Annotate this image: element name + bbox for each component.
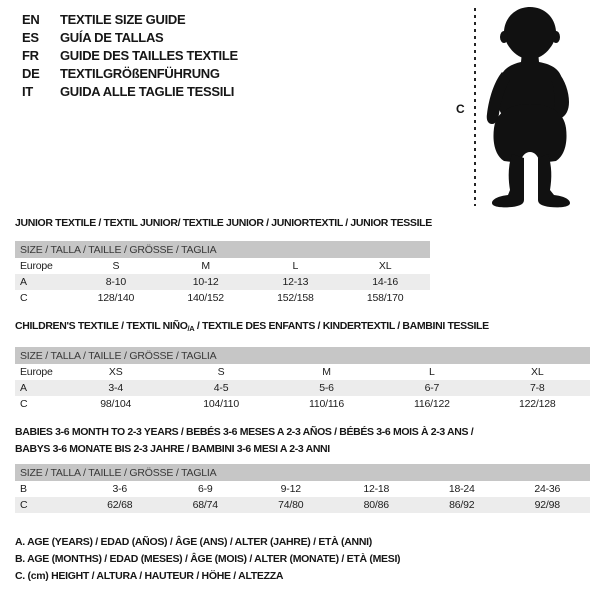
babies-title-line2: BABYS 3-6 MONATE BIS 2-3 JAHRE / BAMBINI 3-6 MESI A 2-3 ANNI	[15, 443, 330, 455]
table-cell: 98/104	[100, 398, 132, 410]
size-header-band: SIZE / TALLA / TAILLE / GRÖSSE / TAGLIA	[15, 347, 590, 364]
table-row	[15, 274, 430, 290]
table-cell: 92/98	[505, 497, 591, 513]
row-label: C	[20, 292, 28, 304]
legend-line-b: B. AGE (MONTHS) / EDAD (MESES) / ÂGE (MOIS) / ALTER (MONATE) / ETÀ (MESI)	[15, 553, 401, 565]
table-row	[15, 364, 590, 380]
language-code: EN	[22, 12, 40, 27]
language-code: ES	[22, 30, 39, 45]
table-cell: S	[217, 366, 225, 378]
language-row-es	[22, 29, 238, 47]
table-row	[15, 497, 590, 513]
language-row-it	[22, 83, 238, 101]
junior-size-table	[15, 241, 430, 306]
height-c-label: C	[456, 102, 465, 116]
row-label: C	[15, 497, 77, 513]
table-cell: 5-6	[274, 380, 379, 396]
height-dotted-line	[474, 8, 476, 206]
children-section-title	[15, 320, 489, 335]
children-size-table	[15, 347, 590, 412]
table-cell: XS	[108, 366, 123, 378]
table-cell: 12-13	[251, 274, 341, 290]
language-label: TEXTILGRÖßENFÜHRUNG	[60, 66, 220, 81]
language-label: GUIDE DES TAILLES TEXTILE	[60, 48, 238, 63]
size-header-band: SIZE / TALLA / TAILLE / GRÖSSE / TAGLIA	[15, 464, 590, 481]
table-cell: 86/92	[419, 497, 505, 513]
table-cell: XL	[531, 366, 544, 378]
table-cell: 9-12	[280, 483, 301, 495]
table-cell: 74/80	[248, 497, 334, 513]
table-cell: 7-8	[485, 380, 590, 396]
table-cell: 24-36	[534, 483, 561, 495]
table-cell: L	[429, 366, 435, 378]
table-cell: 152/158	[277, 292, 314, 304]
table-cell: M	[322, 366, 331, 378]
legend-line-c: C. (cm) HEIGHT / ALTURA / HAUTEUR / HÖHE / ALTEZZA	[15, 570, 284, 582]
table-cell: 3-6	[112, 483, 128, 495]
table-cell: 10-12	[161, 274, 251, 290]
language-row-fr	[22, 47, 238, 65]
table-cell: 3-4	[63, 380, 168, 396]
size-header-band: SIZE / TALLA / TAILLE / GRÖSSE / TAGLIA	[15, 241, 430, 258]
table-cell: 80/86	[334, 497, 420, 513]
baby-silhouette-icon	[482, 6, 574, 208]
table-row	[15, 380, 590, 396]
children-title-suffix: / TEXTILE DES ENFANTS / KINDERTEXTIL / BAMBINI TESSILE	[194, 320, 489, 332]
table-cell: 116/122	[413, 398, 450, 410]
table-cell: 140/152	[187, 292, 224, 304]
language-code: IT	[22, 84, 33, 99]
babies-title-line1: BABIES 3-6 MONTH TO 2-3 YEARS / BEBÉS 3-6 MESES A 2-3 AÑOS / BÉBÉS 3-6 MOIS À 2-3 ANS /	[15, 426, 474, 438]
junior-section-title: JUNIOR TEXTILE / TEXTIL JUNIOR/ TEXTILE JUNIOR / JUNIORTEXTIL / JUNIOR TESSILE	[15, 217, 432, 229]
language-code: FR	[22, 48, 39, 63]
row-label: A	[15, 274, 71, 290]
table-cell: L	[292, 260, 299, 272]
table-cell: 128/140	[97, 292, 135, 304]
table-cell: 104/110	[203, 398, 239, 410]
table-cell: 14-16	[340, 274, 430, 290]
language-row-de	[22, 65, 238, 83]
row-label: A	[15, 380, 63, 396]
babies-size-table	[15, 464, 590, 513]
table-row	[15, 258, 430, 274]
table-cell: 122/128	[519, 398, 556, 410]
row-label: C	[20, 398, 28, 410]
language-row-en	[22, 11, 238, 29]
row-label: B	[20, 483, 27, 495]
table-row	[15, 396, 590, 412]
table-cell: 68/74	[163, 497, 249, 513]
language-code: DE	[22, 66, 40, 81]
table-row	[15, 481, 590, 497]
table-cell: 8-10	[71, 274, 161, 290]
table-cell: XL	[378, 260, 392, 272]
legend	[15, 534, 400, 585]
table-cell: 6-7	[379, 380, 484, 396]
legend-line-a: A. AGE (YEARS) / EDAD (AÑOS) / ÂGE (ANS) / ALTER (JAHRE) / ETÀ (ANNI)	[15, 536, 372, 548]
table-cell: M	[201, 260, 210, 272]
language-label: TEXTILE SIZE GUIDE	[60, 12, 186, 27]
table-cell: 6-9	[197, 483, 213, 495]
language-label: GUÍA DE TALLAS	[60, 30, 164, 45]
table-cell: S	[112, 260, 120, 272]
children-title-prefix: CHILDREN'S TEXTILE / TEXTIL NIÑO	[15, 320, 188, 332]
language-header	[22, 11, 238, 101]
table-cell: 62/68	[77, 497, 163, 513]
table-row	[15, 290, 430, 306]
table-cell: 4-5	[168, 380, 273, 396]
table-cell: 110/116	[308, 398, 344, 410]
table-cell: 158/170	[366, 292, 404, 304]
row-label: Europe	[20, 366, 53, 378]
children-title-subscript: /A	[187, 324, 195, 333]
row-label: Europe	[20, 260, 53, 272]
table-cell: 12-18	[363, 483, 390, 495]
language-label: GUIDA ALLE TAGLIE TESSILI	[60, 84, 235, 99]
babies-section-title	[15, 424, 473, 458]
table-cell: 18-24	[448, 483, 475, 495]
